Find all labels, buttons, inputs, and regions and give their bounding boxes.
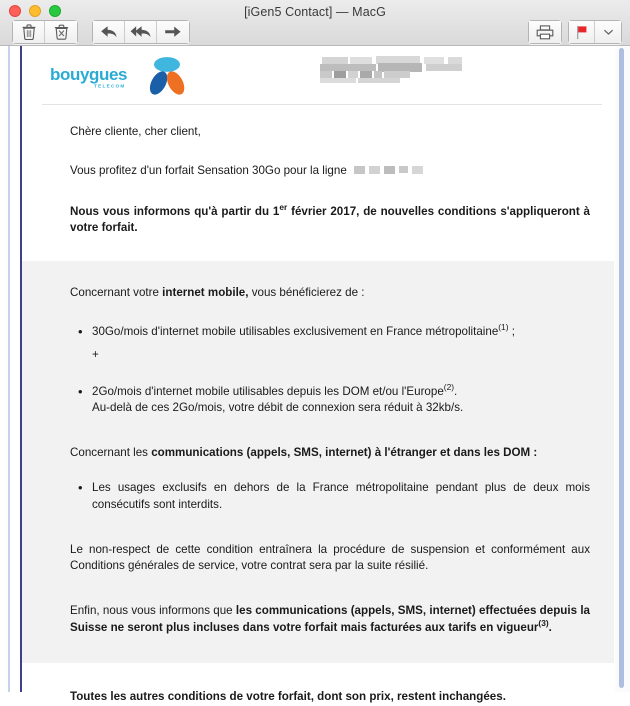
bullet2-tail: .	[454, 384, 458, 398]
notice-text	[22, 180, 614, 262]
window-title: [iGen5 Contact] — MacG	[244, 5, 386, 19]
svg-text:bouygues: bouygues	[50, 65, 128, 84]
list-item	[92, 381, 590, 418]
delete-button[interactable]	[13, 21, 45, 43]
list-item	[92, 324, 590, 341]
message-scroll-area[interactable]	[0, 46, 630, 703]
notice-part1: Nous vous informons qu'à partir du 1	[70, 204, 280, 218]
communications-lead-text	[22, 417, 614, 462]
bullet2-subline: Au-delà de ces 2Go/mois, votre débit de connexion sera réduit à 32kb/s.	[92, 401, 464, 415]
email-body	[22, 108, 614, 706]
greeting-section	[22, 108, 614, 261]
bullet2-footnote-sup: (2)	[443, 381, 455, 392]
closing-section	[22, 663, 614, 706]
suisse-bold: les communications (appels, SMS, internet) effectuées depuis la Suisse ne seront plus incluses dans votre forfait mais facturées aux tarifs en vigueur	[70, 604, 590, 634]
print-button-group	[528, 20, 562, 44]
junk-trash-icon	[54, 24, 69, 40]
intro-text	[22, 141, 614, 180]
suisse-before: Enfin, nous vous informons que	[70, 604, 236, 618]
bouygues-telecom-logo	[50, 56, 190, 98]
internet-lead-after: vous bénéficierez de :	[248, 286, 365, 300]
junk-button[interactable]	[45, 21, 77, 43]
internet-bullet-list-1	[22, 302, 614, 341]
bouygues-flower-icon	[144, 56, 190, 98]
communications-lead-before: Concernant les	[70, 446, 152, 460]
vertical-scrollbar-thumb[interactable]	[619, 48, 624, 688]
print-button[interactable]	[529, 21, 561, 43]
printer-icon	[536, 25, 554, 40]
list-item: • Les usages exclusifs en dehors de la France métropolitaine pendant plus de deux mois consécutifs sont interdits.	[92, 480, 590, 514]
email-header	[22, 46, 614, 104]
bullet2-text: 2Go/mois d'internet mobile utilisables depuis les DOM et/ou l'Europe	[92, 384, 444, 398]
red-flag-icon	[575, 25, 589, 40]
notice-ordinal-sup: er	[279, 201, 288, 212]
suisse-tail: .	[548, 620, 552, 634]
reply-button-group	[92, 20, 190, 44]
suisse-footnote-sup: (3)	[538, 618, 549, 629]
reply-all-button[interactable]	[125, 21, 157, 43]
reply-button[interactable]	[93, 21, 125, 43]
plus-separator: +	[92, 347, 99, 361]
forward-button[interactable]	[157, 21, 189, 43]
bullet1-footnote-sup: (1)	[498, 322, 509, 333]
closing-text: Toutes les autres conditions de votre forfait, dont son prix, restent inchangées.	[70, 689, 506, 703]
forward-arrow-icon	[164, 25, 182, 39]
suisse-paragraph	[22, 575, 614, 663]
delete-button-group	[12, 20, 78, 44]
email-content	[22, 46, 614, 703]
chevron-down-icon	[603, 28, 614, 36]
bullet1-text: 30Go/mois d'internet mobile utilisables exclusivement en France métropolitaine	[92, 324, 499, 338]
internet-lead-bold: internet mobile,	[162, 286, 249, 300]
redacted-phone-number	[354, 165, 426, 176]
quote-level-outer-bar	[8, 46, 10, 692]
communications-bullet-list	[22, 462, 614, 514]
redacted-recipient-block	[310, 54, 470, 84]
trash-icon	[22, 24, 36, 40]
header-divider	[42, 104, 602, 105]
flag-button[interactable]	[569, 21, 595, 43]
flag-menu-button[interactable]	[595, 21, 621, 43]
reply-all-arrow-icon	[130, 25, 152, 39]
non-respect-paragraph: Le non-respect de cette condition entraînera la procédure de suspension et conformément aux Conditions générales de service, votre contrat sera par la suite résilié.	[70, 542, 590, 573]
greeting-text: Chère cliente, cher client,	[70, 125, 201, 138]
notice-part2: février 2017, de nouvelles conditions s'appliqueront à votre forfait.	[70, 204, 590, 235]
intro-label: Vous profitez d'un forfait Sensation 30Go pour la ligne	[70, 163, 347, 177]
bouygues-wordmark	[50, 63, 138, 91]
svg-text:TELECOM: TELECOM	[94, 83, 126, 89]
reply-arrow-icon	[100, 25, 118, 39]
internet-lead-text	[22, 261, 614, 302]
internet-lead-before: Concernant votre	[70, 286, 163, 300]
vertical-scrollbar[interactable]	[615, 46, 630, 692]
conditions-gray-section	[22, 261, 614, 663]
internet-bullet-list-2	[22, 364, 614, 418]
bullet1-tail: ;	[508, 324, 515, 338]
flag-button-group	[568, 20, 622, 44]
message-toolbar	[0, 20, 630, 46]
communications-lead-bold: communications (appels, SMS, internet) à l'étranger et dans les DOM :	[151, 446, 538, 460]
